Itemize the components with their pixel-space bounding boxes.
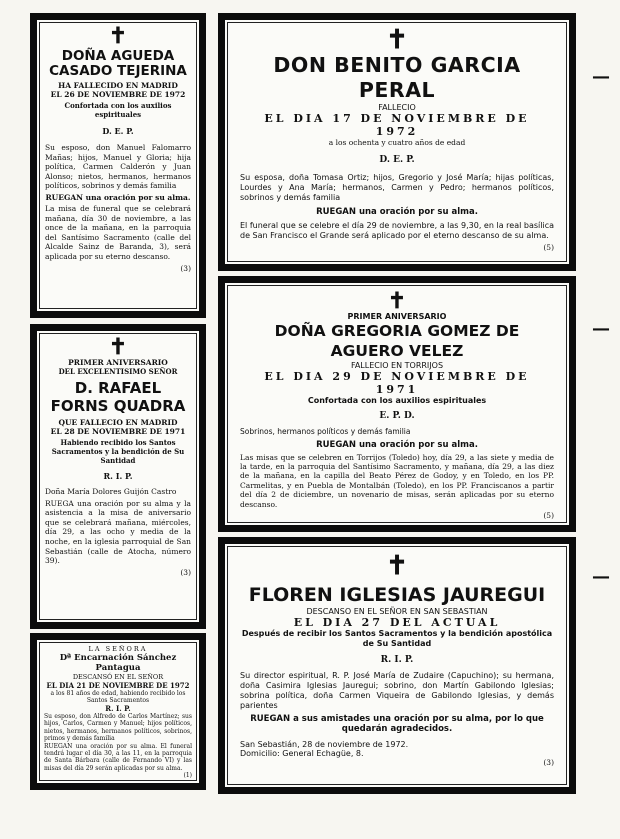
obituary-benito-garcia (218, 13, 576, 271)
family-list: Doña María Dolores Guijón Castro (45, 487, 177, 496)
deceased-name: DOÑA GREGORIA GOMEZ DE AGUERO VELEZ (274, 322, 520, 360)
death-date: EL 26 DE NOVIEMBRE DE 1972 (50, 90, 186, 99)
obituary-casado-tejerina (30, 13, 206, 318)
rip-line: D. E. P. (379, 155, 415, 165)
cross-icon: ✝ (386, 551, 408, 581)
family-list: Su director espiritual, R. P. José María de Zudaire (Capuchino); su hermana, doña Casimira Iglesias Jauregui; sobrino, don Martín Gabilondo Iglesias; sobrina política, doña Carmen Viqueira de Gabilondo Iglesias, y demás parientes (240, 671, 554, 710)
sacraments-note: Habiendo recibido los Santos Sacramentos y la bendición de Su Santidad (51, 438, 185, 465)
sacraments-note: Después de recibir los Santos Sacramentos y la bendición apostólica de Su Santidad (241, 629, 553, 648)
prayer-request: RUEGAN una oración por su alma. El funeral tendrá lugar el día 30, a las 11, en la parroquia de Santa Bárbara (calle de Fernando VI) y las misas del día 29 serán aplicadas por su alma. (44, 742, 192, 772)
family-list: Sobrinos, hermanos políticos y demás familia (240, 427, 411, 436)
rip-line: R. I. P. (105, 704, 131, 713)
cross-icon: ✝ (108, 334, 128, 360)
cross-icon: ✝ (387, 288, 407, 314)
deceased-name: FLOREN IGLESIAS JAUREGUI (248, 584, 546, 606)
margin-mark: — (592, 566, 610, 587)
death-label: FALLECIO (378, 103, 416, 112)
deceased-name: D. RAFAEL FORNS QUADRA (50, 379, 186, 415)
margin-mark: — (592, 66, 610, 87)
rip-line: R. I. P. (103, 471, 133, 481)
death-date: EL 28 DE NOVIEMBRE DE 1971 (50, 427, 186, 436)
honorific: LA SEÑORA (88, 645, 148, 653)
cross-icon: ✝ (108, 23, 128, 49)
deceased-name: DON BENITO GARCIA PERAL (273, 53, 521, 102)
age-note: a los ochenta y cuatro años de edad (328, 138, 466, 147)
masses-details: Las misas que se celebren en Torrijos (Toledo) hoy, día 29, a las siete y media de la tarde, en la parroquia del Santísimo Sacramento, y mañana, día 29, a las diez de la mañana, en la capilla del Beato Pérez de Godoy, y en Toledo, en los PP. Carmelitas, y en Puebla de Montalbán (Toledo), en los PP. Franciscanos a partir del día 2 de diciembre, un novenario de misas, serán aplicadas por su eterno descanso. (240, 452, 554, 509)
funeral-details: La misa de funeral que se celebrará mañana, día 30 de noviembre, a las once de la mañana, en la parroquia del Santísimo Sacramento (calle del Alcalde Sainz de Baranda, 3), será aplicada por su eterno descanso. (45, 203, 191, 261)
sacraments-note: a los 81 años de edad, habiendo recibido los Santos Sacramentos (50, 690, 186, 704)
death-date: EL DIA 29 DE NOVIEMBRE DE 1971 (264, 370, 530, 396)
death-place: FALLECIO EN TORRIJOS (350, 361, 444, 370)
ad-reference: (3) (543, 758, 554, 767)
rip-line: R. I. P. (380, 655, 414, 665)
margin-mark: — (592, 318, 610, 339)
deceased-name: Dª Encarnación Sánchez Pantagua (59, 653, 177, 673)
ad-reference: (3) (180, 567, 191, 577)
place-date: San Sebastián, 28 de noviembre de 1972. (240, 740, 409, 749)
family-list: Su esposa, doña Tomasa Ortiz; hijos, Gregorio y José María; hijas políticas, Lourdes y Ana María; hermanos, Carmen y Pedro; hermanos políticos, sobrinos y demás familia (240, 173, 554, 202)
prayer-request: RUEGA una oración por su alma y la asistencia a la misa de aniversario que se celebrará mañana, miércoles, día 29, a las ocho y media de la noche, en la iglesia parroquial de San Sebastián (calle de Atocha, número 39). (45, 498, 191, 566)
death-date: EL DIA 27 DEL ACTUAL (293, 616, 501, 629)
prayer-request: RUEGAN una oración por su alma. (316, 439, 478, 450)
sacraments-note: Confortada con los auxilios espirituales (64, 101, 172, 119)
cross-icon: ✝ (386, 25, 408, 55)
family-list: Su esposo, don Alfredo de Carlos Martínez; sus hijos, Carlos, Carmen y Manuel; hijos políticos, nietos, hermanos, hermanos políticos, sobrinos, primos y demás familia (44, 713, 192, 743)
death-date: EL DIA 17 DE NOVIEMBRE DE 1972 (264, 112, 530, 138)
anniversary-label: PRIMER ANIVERSARIO (347, 312, 447, 321)
prayer-request: RUEGAN una oración por su alma. (316, 207, 478, 217)
obituary-gregoria-gomez (218, 276, 576, 532)
death-date: EL DIA 21 DE NOVIEMBRE DE 1972 (46, 681, 190, 690)
deceased-name: DOÑA AGUEDA CASADO TEJERINA (49, 48, 187, 79)
rip-line: E. P. D. (379, 411, 415, 421)
family-list: Su esposo, don Manuel Falomarro Mañas; hijos, Manuel y Gloria; hija política, Carmen Calderón y Juan Alonso; nietos, hermanos, hermanos políticos, sobrinos y demás familia (45, 143, 191, 191)
obituary-rafael-forns (30, 324, 206, 629)
death-place: DESCANSO EN EL SEÑOR EN SAN SEBASTIAN (306, 607, 488, 616)
obituary-sanchez-pantagua (30, 633, 206, 790)
funeral-details: El funeral que se celebre el día 29 de noviembre, a las 9,30, en la real basílica de San Francisco el Grande será aplicado por el eterno descanso de su alma. (240, 221, 554, 240)
address: Domicilio: General Echagüe, 8. (240, 749, 364, 758)
anniversary-label: PRIMER ANIVERSARIO (68, 358, 168, 367)
death-place: HA FALLECIDO EN MADRID (58, 81, 178, 90)
prayer-request: RUEGAN una oración por su alma. (45, 192, 191, 202)
ad-reference: (3) (180, 263, 191, 273)
death-place: QUE FALLECIO EN MADRID (58, 418, 178, 427)
death-place: DESCANSÓ EN EL SEÑOR (72, 673, 164, 681)
obituary-floren-iglesias (218, 537, 576, 794)
rip-line: D. E. P. (102, 126, 134, 136)
ad-reference: (5) (543, 243, 554, 252)
sacraments-note: Confortada con los auxilios espirituales (307, 396, 487, 405)
prayer-request: RUEGAN a sus amistades una oración por su alma, por lo que quedarán agradecidos. (250, 714, 544, 734)
ad-reference: (5) (543, 511, 554, 521)
ad-reference: (1) (183, 772, 192, 780)
honorific: DEL EXCELENTISIMO SEÑOR (58, 367, 178, 376)
